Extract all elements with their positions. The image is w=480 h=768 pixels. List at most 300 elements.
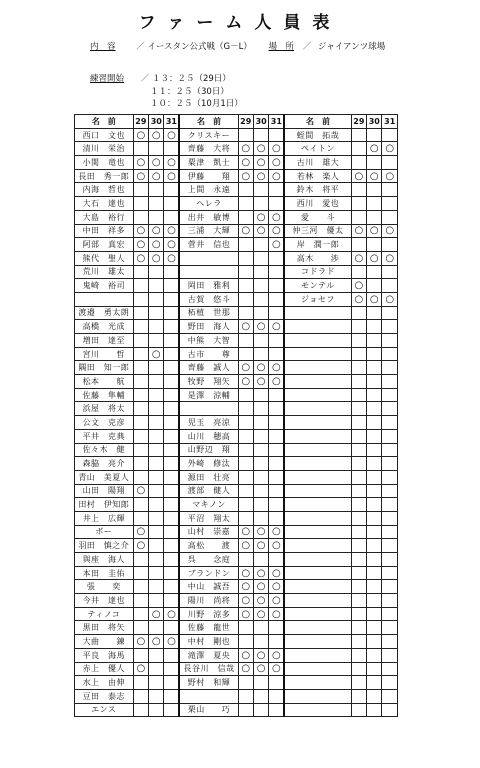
attendance-cell xyxy=(253,279,268,293)
attendance-cell xyxy=(382,347,398,361)
player-name xyxy=(284,580,351,594)
table-row xyxy=(75,511,398,525)
attendance-cell xyxy=(351,183,366,197)
attendance-cell xyxy=(253,689,268,703)
attendance-cell xyxy=(149,703,164,717)
attendance-mark: ○ xyxy=(367,292,382,306)
attendance-cell xyxy=(382,635,398,649)
attendance-cell xyxy=(367,580,382,594)
attendance-cell xyxy=(164,183,179,197)
player-name: 大曲 錬 xyxy=(75,635,134,649)
attendance-cell xyxy=(133,402,148,416)
attendance-cell xyxy=(367,347,382,361)
practice-label-row xyxy=(90,72,231,84)
player-name: 出井 敏博 xyxy=(179,210,238,224)
attendance-cell xyxy=(253,484,268,498)
player-name xyxy=(284,621,351,635)
attendance-mark: ○ xyxy=(269,662,284,676)
attendance-cell xyxy=(238,251,253,265)
player-name xyxy=(284,703,351,717)
player-name: 青山 美夏人 xyxy=(75,470,134,484)
attendance-cell xyxy=(164,470,179,484)
attendance-cell xyxy=(253,635,268,649)
attendance-cell xyxy=(382,361,398,375)
page-title: ファーム人員表 xyxy=(138,13,342,33)
attendance-cell xyxy=(238,210,253,224)
day-header: 31 xyxy=(269,115,284,129)
attendance-cell xyxy=(149,142,164,156)
table-row xyxy=(75,539,398,553)
attendance-mark: ○ xyxy=(253,525,268,539)
attendance-mark: ○ xyxy=(253,320,268,334)
attendance-cell xyxy=(238,238,253,252)
attendance-cell xyxy=(367,402,382,416)
attendance-cell xyxy=(269,128,284,142)
attendance-cell xyxy=(367,156,382,170)
attendance-mark: ○ xyxy=(253,156,268,170)
table-row xyxy=(75,361,398,375)
attendance-cell xyxy=(367,689,382,703)
player-name: クリスキー xyxy=(179,128,238,142)
attendance-mark: ○ xyxy=(164,156,179,170)
attendance-cell xyxy=(164,648,179,662)
table-row xyxy=(75,635,398,649)
attendance-cell xyxy=(367,511,382,525)
player-name: コドラド xyxy=(284,265,351,279)
attendance-mark: ○ xyxy=(269,566,284,580)
player-name: 浜屋 将太 xyxy=(75,402,134,416)
player-name: エンス xyxy=(75,703,134,717)
attendance-cell xyxy=(164,388,179,402)
player-name xyxy=(284,594,351,608)
player-name xyxy=(179,265,238,279)
table-row xyxy=(75,169,398,183)
attendance-mark: ○ xyxy=(238,320,253,334)
player-name xyxy=(284,457,351,471)
practice-time-2: １０：２５（10月1日） xyxy=(150,99,243,109)
attendance-cell xyxy=(133,470,148,484)
attendance-cell xyxy=(253,402,268,416)
player-name: 大島 裕行 xyxy=(75,210,134,224)
player-name xyxy=(284,416,351,430)
player-name: 熊代 聖人 xyxy=(75,251,134,265)
player-name: 西川 愛也 xyxy=(284,197,351,211)
attendance-cell xyxy=(238,279,253,293)
attendance-cell xyxy=(253,306,268,320)
attendance-cell xyxy=(164,334,179,348)
player-name: 隅田 知一郎 xyxy=(75,361,134,375)
table-row xyxy=(75,662,398,676)
table-row xyxy=(75,279,398,293)
player-name: 平沼 翔太 xyxy=(179,511,238,525)
attendance-cell xyxy=(351,703,366,717)
player-name: ティノコ xyxy=(75,607,134,621)
name-header: 名 前 xyxy=(284,115,351,129)
attendance-cell xyxy=(238,676,253,690)
attendance-mark: ○ xyxy=(269,156,284,170)
attendance-cell xyxy=(382,388,398,402)
day-header: 31 xyxy=(382,115,398,129)
name-header: 名 前 xyxy=(179,115,238,129)
player-name: 平良 海馬 xyxy=(75,648,134,662)
attendance-cell xyxy=(351,334,366,348)
attendance-mark: ○ xyxy=(149,224,164,238)
attendance-cell xyxy=(382,594,398,608)
attendance-mark: ○ xyxy=(133,224,148,238)
attendance-cell xyxy=(133,676,148,690)
attendance-cell xyxy=(149,388,164,402)
attendance-cell xyxy=(164,292,179,306)
attendance-cell xyxy=(253,388,268,402)
attendance-mark: ○ xyxy=(238,607,253,621)
player-name xyxy=(284,566,351,580)
player-name xyxy=(284,539,351,553)
attendance-cell xyxy=(351,470,366,484)
player-name: 長谷川 信哉 xyxy=(179,662,238,676)
attendance-cell xyxy=(238,416,253,430)
attendance-cell xyxy=(164,621,179,635)
player-name: 中村 剛也 xyxy=(179,635,238,649)
attendance-cell xyxy=(382,457,398,471)
slash-2: ／ xyxy=(302,42,312,52)
attendance-cell xyxy=(382,580,398,594)
player-name: モンテル xyxy=(284,279,351,293)
attendance-cell xyxy=(382,676,398,690)
attendance-cell xyxy=(351,621,366,635)
player-name: 岸 潤一郎 xyxy=(284,238,351,252)
attendance-cell xyxy=(238,429,253,443)
attendance-mark: ○ xyxy=(269,375,284,389)
attendance-cell xyxy=(382,279,398,293)
attendance-cell xyxy=(164,210,179,224)
attendance-mark: ○ xyxy=(238,580,253,594)
table-row xyxy=(75,429,398,443)
attendance-cell xyxy=(382,334,398,348)
table-row xyxy=(75,676,398,690)
player-name: ジョセフ xyxy=(284,292,351,306)
attendance-mark: ○ xyxy=(164,251,179,265)
attendance-cell xyxy=(149,183,164,197)
player-name: ボー xyxy=(75,525,134,539)
attendance-cell xyxy=(149,689,164,703)
attendance-mark: ○ xyxy=(351,169,366,183)
player-name: 公文 克彦 xyxy=(75,416,134,430)
attendance-cell xyxy=(269,484,284,498)
attendance-cell xyxy=(238,334,253,348)
player-name: 佐々木 健 xyxy=(75,443,134,457)
table-row xyxy=(75,142,398,156)
attendance-cell xyxy=(367,553,382,567)
attendance-cell xyxy=(149,662,164,676)
table-row xyxy=(75,265,398,279)
practice-time-0: １３：２５（29日） xyxy=(151,74,231,84)
attendance-mark: ○ xyxy=(164,238,179,252)
attendance-mark: ○ xyxy=(253,566,268,580)
table-row xyxy=(75,553,398,567)
attendance-cell xyxy=(382,607,398,621)
player-name: 佐藤 龍世 xyxy=(179,621,238,635)
player-name: 外崎 修汰 xyxy=(179,457,238,471)
attendance-cell xyxy=(367,210,382,224)
attendance-cell xyxy=(133,142,148,156)
attendance-cell xyxy=(133,689,148,703)
player-name: ブランドン xyxy=(179,566,238,580)
attendance-cell xyxy=(351,320,366,334)
table-row xyxy=(75,320,398,334)
attendance-cell xyxy=(351,402,366,416)
attendance-cell xyxy=(149,525,164,539)
player-name: 野田 海人 xyxy=(179,320,238,334)
table-row xyxy=(75,703,398,717)
roster-body xyxy=(75,128,398,717)
attendance-cell xyxy=(133,347,148,361)
attendance-cell xyxy=(238,292,253,306)
attendance-cell xyxy=(133,361,148,375)
attendance-cell xyxy=(269,443,284,457)
attendance-cell xyxy=(351,238,366,252)
day-header: 30 xyxy=(253,115,268,129)
attendance-cell xyxy=(149,539,164,553)
attendance-mark: ○ xyxy=(351,292,366,306)
attendance-cell xyxy=(367,388,382,402)
attendance-mark: ○ xyxy=(253,224,268,238)
attendance-cell xyxy=(164,676,179,690)
attendance-cell xyxy=(133,607,148,621)
player-name: 森脇 亮介 xyxy=(75,457,134,471)
attendance-mark: ○ xyxy=(238,539,253,553)
attendance-cell xyxy=(382,525,398,539)
player-name xyxy=(284,635,351,649)
attendance-cell xyxy=(382,566,398,580)
table-row xyxy=(75,580,398,594)
attendance-cell xyxy=(351,128,366,142)
attendance-cell xyxy=(253,416,268,430)
attendance-cell xyxy=(382,648,398,662)
player-name: 小関 竜也 xyxy=(75,156,134,170)
day-header: 29 xyxy=(238,115,253,129)
attendance-mark: ○ xyxy=(164,635,179,649)
player-name: マキノン xyxy=(179,498,238,512)
attendance-cell xyxy=(133,566,148,580)
attendance-mark: ○ xyxy=(253,375,268,389)
attendance-mark: ○ xyxy=(149,635,164,649)
player-name: 井上 広輝 xyxy=(75,511,134,525)
attendance-mark: ○ xyxy=(149,128,164,142)
attendance-cell xyxy=(367,621,382,635)
attendance-mark: ○ xyxy=(269,607,284,621)
player-name: 是澤 涼輔 xyxy=(179,388,238,402)
attendance-mark: ○ xyxy=(149,156,164,170)
table-row xyxy=(75,292,398,306)
attendance-cell xyxy=(164,320,179,334)
attendance-cell xyxy=(269,689,284,703)
attendance-cell xyxy=(382,553,398,567)
player-name: 古川 雄大 xyxy=(284,156,351,170)
attendance-cell xyxy=(133,553,148,567)
attendance-cell xyxy=(382,210,398,224)
table-row xyxy=(75,648,398,662)
attendance-cell xyxy=(269,511,284,525)
attendance-cell xyxy=(351,539,366,553)
attendance-mark: ○ xyxy=(253,648,268,662)
attendance-cell xyxy=(351,484,366,498)
attendance-mark: ○ xyxy=(133,156,148,170)
attendance-cell xyxy=(238,703,253,717)
player-name xyxy=(179,402,238,416)
attendance-cell xyxy=(351,648,366,662)
attendance-cell xyxy=(253,429,268,443)
attendance-cell xyxy=(149,594,164,608)
attendance-cell xyxy=(382,306,398,320)
attendance-mark: ○ xyxy=(149,607,164,621)
content-label: 内 容 xyxy=(90,42,116,52)
player-name: 中山 誠吾 xyxy=(179,580,238,594)
attendance-cell xyxy=(367,498,382,512)
attendance-cell xyxy=(269,265,284,279)
attendance-cell xyxy=(351,375,366,389)
attendance-mark: ○ xyxy=(238,594,253,608)
player-name xyxy=(284,388,351,402)
player-name xyxy=(284,525,351,539)
attendance-cell xyxy=(351,607,366,621)
attendance-mark: ○ xyxy=(149,347,164,361)
attendance-cell xyxy=(253,470,268,484)
attendance-cell xyxy=(238,635,253,649)
player-name xyxy=(284,334,351,348)
player-name: 齊藤 大将 xyxy=(179,142,238,156)
attendance-cell xyxy=(149,265,164,279)
attendance-cell xyxy=(238,197,253,211)
attendance-cell xyxy=(269,498,284,512)
player-name xyxy=(284,689,351,703)
player-name: 児玉 亮涼 xyxy=(179,416,238,430)
player-name xyxy=(284,347,351,361)
attendance-cell xyxy=(269,457,284,471)
attendance-cell xyxy=(133,416,148,430)
attendance-cell xyxy=(149,361,164,375)
attendance-cell xyxy=(133,292,148,306)
attendance-cell xyxy=(133,334,148,348)
attendance-mark: ○ xyxy=(133,525,148,539)
attendance-mark: ○ xyxy=(238,142,253,156)
attendance-cell xyxy=(164,375,179,389)
attendance-mark: ○ xyxy=(269,210,284,224)
attendance-cell xyxy=(367,320,382,334)
attendance-cell xyxy=(149,416,164,430)
player-name: 陽川 尚将 xyxy=(179,594,238,608)
table-row xyxy=(75,128,398,142)
attendance-cell xyxy=(367,443,382,457)
attendance-mark: ○ xyxy=(253,210,268,224)
player-name: 長田 秀一郎 xyxy=(75,169,134,183)
venue-value: ジャイアンツ球場 xyxy=(317,42,386,52)
player-name: 宮川 哲 xyxy=(75,347,134,361)
attendance-mark: ○ xyxy=(164,607,179,621)
attendance-mark: ○ xyxy=(164,128,179,142)
attendance-cell xyxy=(367,238,382,252)
attendance-cell xyxy=(351,525,366,539)
player-name xyxy=(284,402,351,416)
table-row xyxy=(75,347,398,361)
attendance-cell xyxy=(164,457,179,471)
player-name: ヘレラ xyxy=(179,197,238,211)
day-header: 29 xyxy=(133,115,148,129)
player-name xyxy=(75,292,134,306)
attendance-mark: ○ xyxy=(164,224,179,238)
attendance-cell xyxy=(133,306,148,320)
attendance-cell xyxy=(133,375,148,389)
attendance-cell xyxy=(164,265,179,279)
table-row xyxy=(75,375,398,389)
attendance-cell xyxy=(164,553,179,567)
name-header: 名 前 xyxy=(75,115,134,129)
attendance-cell xyxy=(382,498,398,512)
player-name: 本田 圭佑 xyxy=(75,566,134,580)
attendance-mark: ○ xyxy=(382,251,398,265)
table-row xyxy=(75,566,398,580)
attendance-cell xyxy=(367,676,382,690)
player-name xyxy=(284,443,351,457)
attendance-cell xyxy=(253,511,268,525)
attendance-mark: ○ xyxy=(133,238,148,252)
player-name: 古賀 悠斗 xyxy=(179,292,238,306)
attendance-cell xyxy=(164,703,179,717)
attendance-mark: ○ xyxy=(367,169,382,183)
attendance-cell xyxy=(238,511,253,525)
player-name xyxy=(284,648,351,662)
attendance-cell xyxy=(164,416,179,430)
day-header: 30 xyxy=(367,115,382,129)
attendance-mark: ○ xyxy=(238,361,253,375)
attendance-cell xyxy=(164,580,179,594)
attendance-cell xyxy=(253,498,268,512)
attendance-cell xyxy=(351,416,366,430)
attendance-cell xyxy=(269,279,284,293)
player-name xyxy=(284,361,351,375)
player-name xyxy=(284,470,351,484)
attendance-cell xyxy=(382,183,398,197)
player-name xyxy=(284,375,351,389)
attendance-cell xyxy=(367,607,382,621)
attendance-cell xyxy=(382,375,398,389)
attendance-cell xyxy=(382,484,398,498)
table-row xyxy=(75,251,398,265)
table-row xyxy=(75,388,398,402)
attendance-mark: ○ xyxy=(382,224,398,238)
player-name: 山田 陽翔 xyxy=(75,484,134,498)
attendance-mark: ○ xyxy=(382,169,398,183)
attendance-cell xyxy=(382,429,398,443)
attendance-cell xyxy=(382,470,398,484)
table-row xyxy=(75,402,398,416)
player-name xyxy=(179,251,238,265)
attendance-cell xyxy=(149,429,164,443)
table-row xyxy=(75,689,398,703)
attendance-cell xyxy=(351,676,366,690)
attendance-cell xyxy=(253,334,268,348)
attendance-mark: ○ xyxy=(133,662,148,676)
player-name: 高松 渡 xyxy=(179,539,238,553)
attendance-cell xyxy=(351,662,366,676)
attendance-cell xyxy=(351,580,366,594)
attendance-mark: ○ xyxy=(149,238,164,252)
player-name: 黒田 将矢 xyxy=(75,621,134,635)
attendance-cell xyxy=(367,361,382,375)
attendance-cell xyxy=(253,251,268,265)
attendance-cell xyxy=(351,689,366,703)
attendance-mark: ○ xyxy=(253,361,268,375)
attendance-cell xyxy=(367,306,382,320)
